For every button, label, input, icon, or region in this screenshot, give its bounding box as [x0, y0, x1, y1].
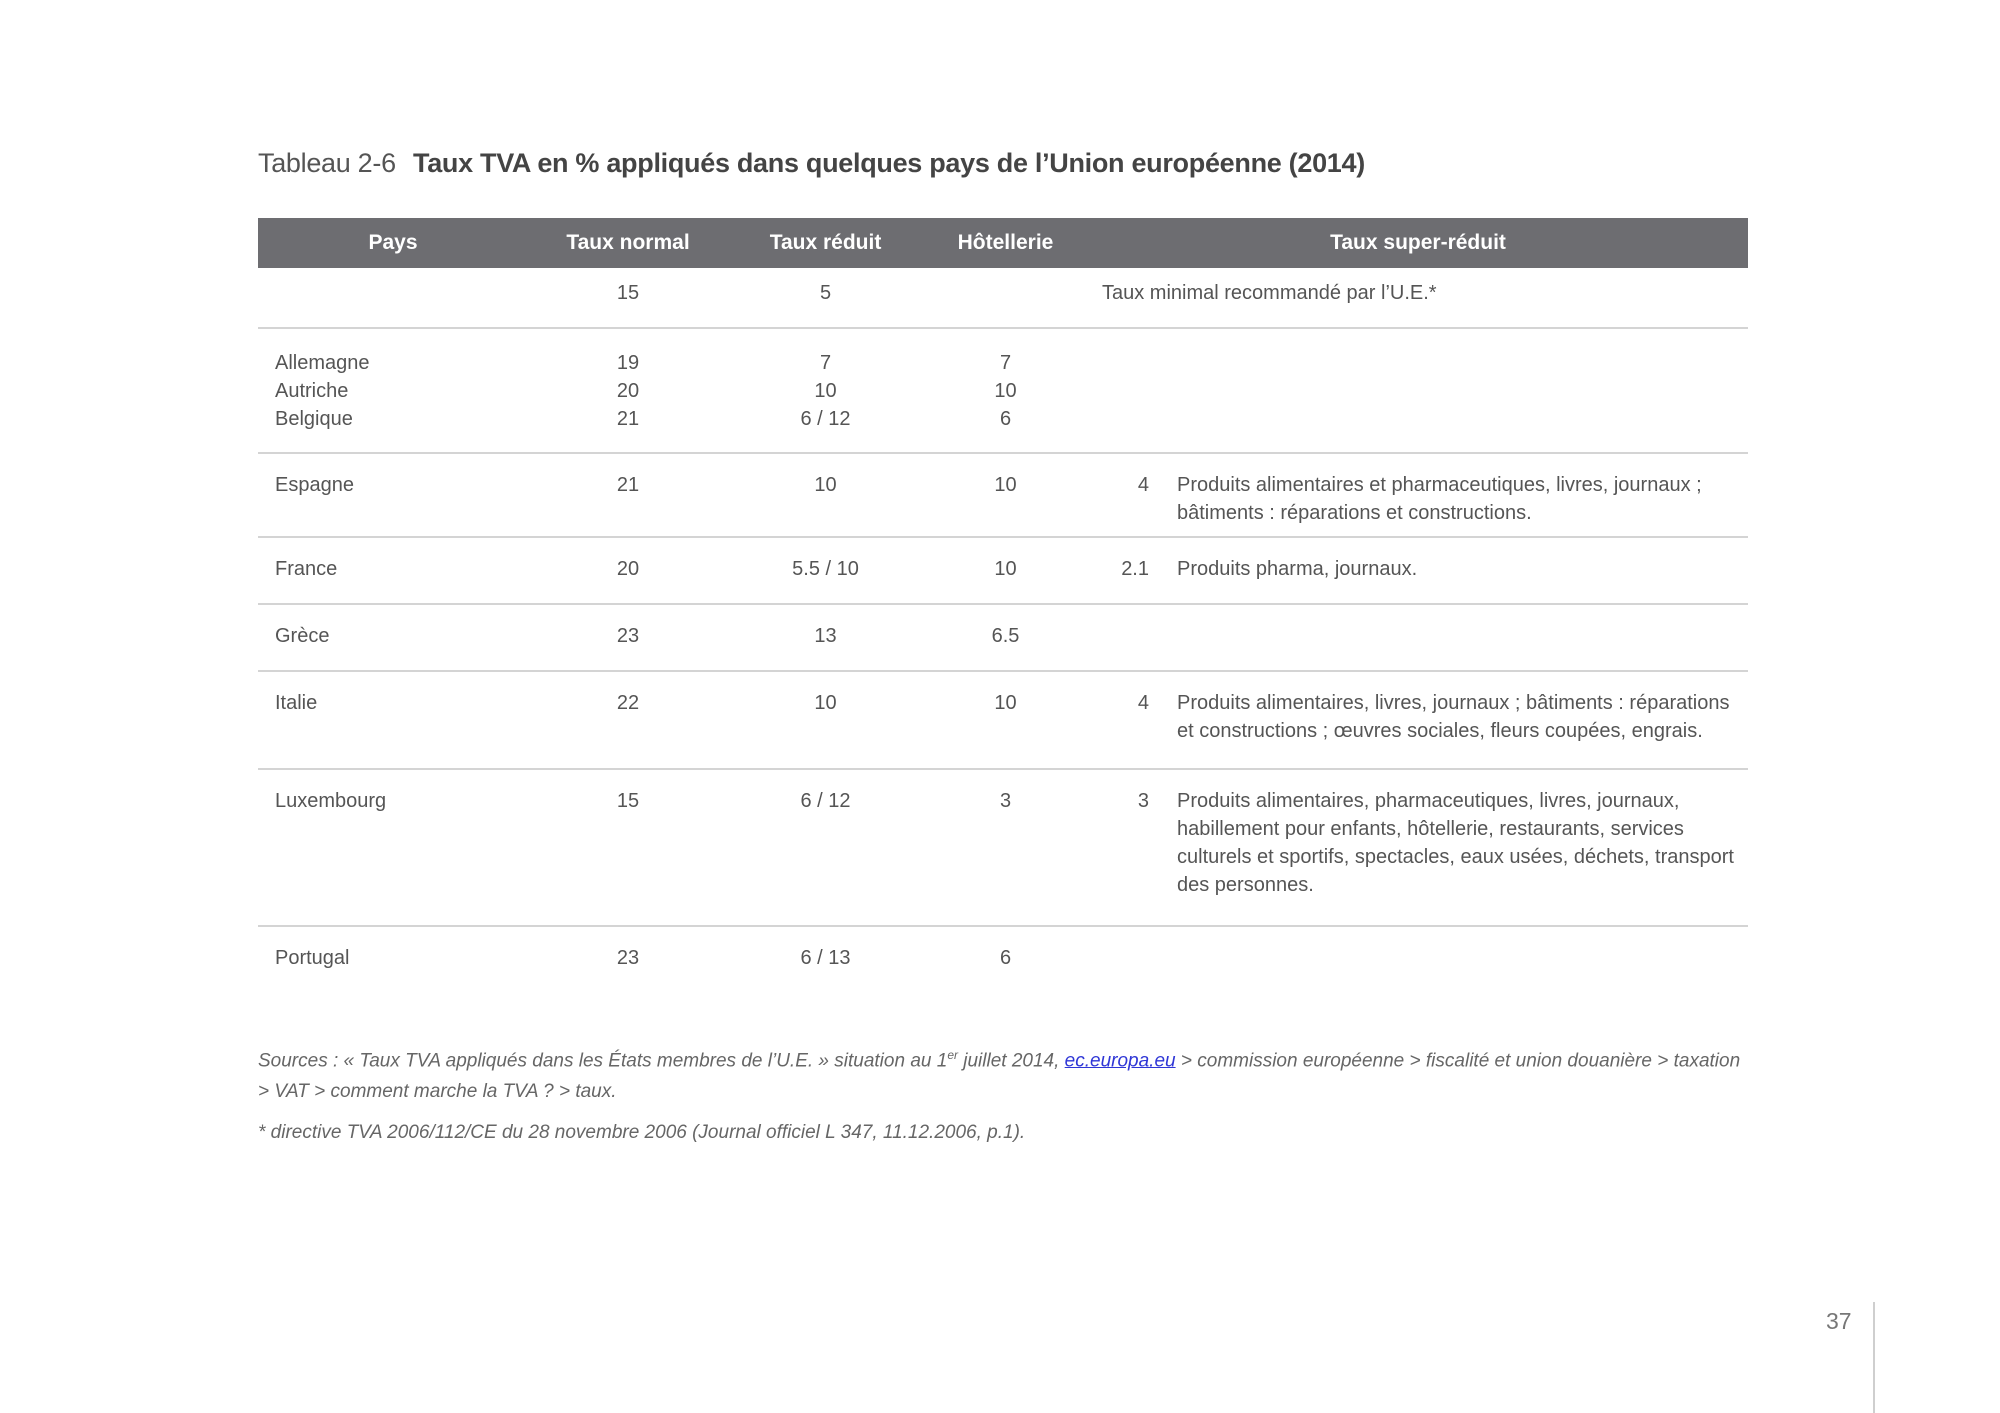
cell-country [258, 926, 528, 998]
cell-country [258, 453, 528, 537]
cell-super-reduit-taux: 4 [1088, 671, 1153, 769]
cell-super-reduit-taux [1088, 926, 1153, 998]
cell-hotellerie-line: 6 [999, 947, 1012, 969]
cell-taux-reduit-line: 10 [814, 380, 837, 402]
table-row [258, 604, 1748, 671]
cell-taux-normal-line: 19 [616, 352, 640, 374]
cell-country-line: Luxembourg [275, 790, 387, 812]
cell-country-line: Espagne [275, 474, 354, 496]
header-taux-reduit: Taux réduit [728, 218, 923, 268]
cell-country-line: Italie [275, 692, 318, 714]
cell-taux-normal-line: 23 [616, 625, 640, 647]
cell-hotellerie-line: 10 [994, 692, 1017, 714]
cell-taux-normal-line: 21 [616, 408, 640, 430]
cell-hotellerie-line: 10 [994, 474, 1017, 496]
cell-taux-reduit-line: 10 [814, 692, 837, 714]
cell-hotellerie-line: 6 [999, 408, 1012, 430]
cell-taux-reduit-line: 6 / 12 [800, 790, 851, 812]
cell-taux-normal [528, 328, 728, 453]
cell-super-reduit-taux: 4 [1088, 453, 1153, 537]
cell-hotellerie-line: 10 [994, 380, 1017, 402]
header-taux-super-reduit: Taux super-réduit [1088, 218, 1748, 268]
cell-hotellerie [923, 268, 1088, 328]
cell-country [258, 268, 528, 328]
cell-super-reduit-taux [1088, 328, 1153, 453]
cell-hotellerie [923, 769, 1088, 926]
cell-country-line: Autriche [275, 380, 349, 402]
cell-super-reduit-taux: 3 [1088, 769, 1153, 926]
cell-taux-normal-line: 22 [616, 692, 640, 714]
europa-link[interactable]: ec.europa.eu [1064, 1050, 1176, 1072]
cell-country [258, 604, 528, 671]
cell-taux-reduit [728, 926, 923, 998]
header-taux-normal: Taux normal [528, 218, 728, 268]
cell-country-line: France [275, 558, 338, 580]
table-row [258, 328, 1748, 453]
cell-super-reduit-taux: 2.1 [1088, 537, 1153, 604]
cell-country-line: Portugal [275, 947, 350, 969]
header-pays: Pays [258, 218, 528, 268]
cell-taux-reduit-line: 10 [814, 474, 837, 496]
cell-taux-reduit [728, 604, 923, 671]
caption-title: Taux TVA en % appliqués dans quelques pays de l’Union européenne (2014) [413, 148, 1365, 178]
cell-taux-normal-line: 21 [616, 474, 640, 496]
cell-taux-reduit [728, 769, 923, 926]
cell-taux-reduit [728, 453, 923, 537]
sources-text: Sources : « Taux TVA appliqués dans les États membres de l’U.E. » situation au 1 [258, 1050, 948, 1072]
cell-taux-reduit [728, 268, 923, 328]
cell-super-reduit-description: Produits alimentaires et pharmaceutiques, livres, journaux ; bâtiments : réparations et constructions. [1153, 453, 1748, 537]
vat-rates-table [258, 218, 1748, 998]
header-hotellerie: Hôtellerie [923, 218, 1088, 268]
cell-taux-normal [528, 671, 728, 769]
cell-country-line: Belgique [275, 408, 353, 430]
cell-taux-reduit-line: 6 / 13 [800, 947, 851, 969]
sources-note [258, 1040, 1753, 1107]
cell-hotellerie-line: 10 [994, 558, 1017, 580]
cell-country [258, 537, 528, 604]
cell-taux-reduit-line: 6 / 12 [800, 408, 851, 430]
cell-taux-normal [528, 604, 728, 671]
cell-hotellerie-line: 7 [999, 352, 1012, 374]
cell-taux-normal [528, 926, 728, 998]
cell-taux-normal-line: 20 [616, 558, 640, 580]
cell-hotellerie [923, 671, 1088, 769]
cell-taux-reduit-line: 5 [819, 282, 832, 304]
table-body [258, 268, 1748, 998]
cell-hotellerie [923, 604, 1088, 671]
table-row [258, 537, 1748, 604]
cell-super-reduit-taux [1088, 604, 1153, 671]
cell-taux-reduit [728, 537, 923, 604]
sources-path-text: > commission européenne > fiscalité et union douanière > taxation > VAT > comment marche la TVA ? > taux. [258, 1050, 1741, 1103]
cell-taux-normal-line: 23 [616, 947, 640, 969]
cell-taux-reduit-line: 13 [814, 625, 837, 647]
cell-taux-reduit [728, 671, 923, 769]
cell-taux-normal [528, 769, 728, 926]
cell-taux-normal [528, 268, 728, 328]
cell-taux-normal-line: 20 [616, 380, 640, 402]
cell-taux-normal [528, 537, 728, 604]
cell-taux-reduit-line: 5.5 / 10 [792, 558, 859, 580]
cell-super-reduit-description: Produits pharma, journaux. [1153, 537, 1748, 604]
cell-super-reduit-description [1153, 604, 1748, 671]
table-row [258, 926, 1748, 998]
cell-hotellerie [923, 453, 1088, 537]
cell-super-reduit-description: Taux minimal recommandé par l’U.E.* [1088, 268, 1748, 328]
page-number-rule [1873, 1302, 1875, 1413]
cell-country [258, 769, 528, 926]
cell-country-line: Allemagne [275, 352, 370, 374]
cell-taux-reduit-line: 7 [819, 352, 832, 374]
cell-taux-normal [528, 453, 728, 537]
cell-country-line: Grèce [275, 625, 330, 647]
cell-taux-normal-line: 15 [616, 282, 640, 304]
sources-superscript: er [947, 1048, 958, 1062]
table-row [258, 453, 1748, 537]
cell-hotellerie-line: 3 [999, 790, 1012, 812]
cell-hotellerie [923, 328, 1088, 453]
table-row [258, 769, 1748, 926]
directive-note: * directive TVA 2006/112/CE du 28 novembre 2006 (Journal officiel L 347, 11.12.2006, p.1). [258, 1122, 1026, 1144]
caption-label: Tableau 2-6 [258, 148, 396, 178]
table-caption [258, 148, 1365, 179]
cell-taux-normal-line: 15 [616, 790, 640, 812]
sources-date-text: juillet 2014, [957, 1050, 1065, 1072]
table-row [258, 268, 1748, 328]
cell-hotellerie [923, 926, 1088, 998]
cell-taux-reduit [728, 328, 923, 453]
table-notes [258, 1040, 1753, 1158]
cell-hotellerie-line: 6.5 [991, 625, 1020, 647]
cell-country [258, 328, 528, 453]
cell-super-reduit-description: Produits alimentaires, pharmaceutiques, livres, journaux, habillement pour enfants, hôtellerie, restaurants, services culturels et sportifs, spectacles, eaux usées, déchets, transport des personnes. [1153, 769, 1748, 926]
table-header-row [258, 218, 1748, 268]
cell-country [258, 671, 528, 769]
page-number: 37 [1826, 1308, 1852, 1334]
cell-super-reduit-description [1153, 328, 1748, 453]
table-row [258, 671, 1748, 769]
cell-super-reduit-description: Produits alimentaires, livres, journaux ; bâtiments : réparations et constructions ; œuvres sociales, fleurs coupées, engrais. [1153, 671, 1748, 769]
cell-hotellerie [923, 537, 1088, 604]
cell-super-reduit-description [1153, 926, 1748, 998]
